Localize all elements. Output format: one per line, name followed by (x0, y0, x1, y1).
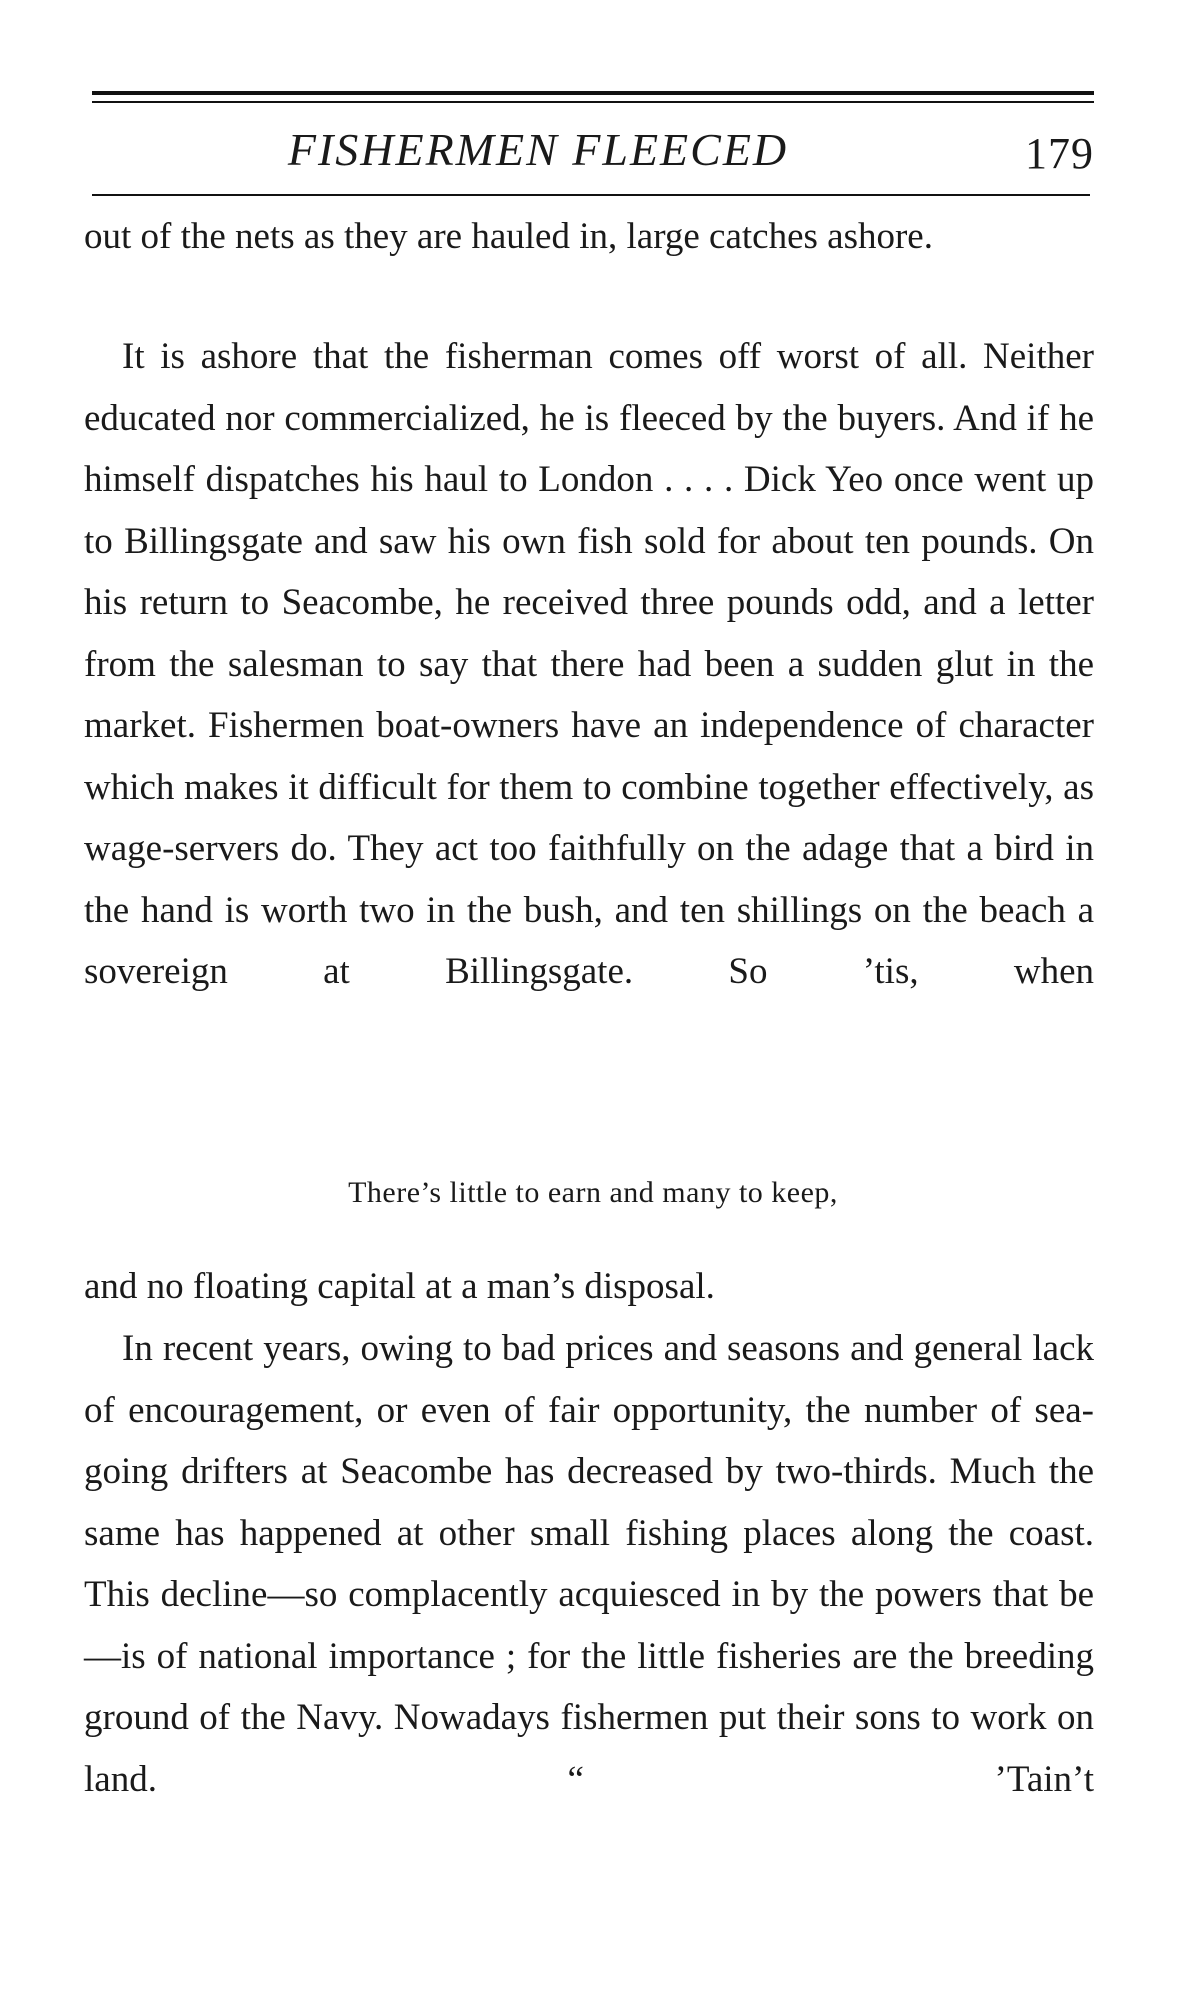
page-number: 179 (1025, 129, 1094, 178)
paragraph-ashore (84, 326, 1094, 1003)
paragraph-2-text: It is ashore that the fisherman comes off worst of all. Neither educated nor commercialized, he is fleeced by the buyers. And if he himself dispatches his haul to London . . . . Dick Yeo once went up to Billingsgate and saw his own fish sold for about ten pounds. On his return to Seacombe, he received three pounds odd, and a letter from the salesman to say that there had been a sudden glut in the market. Fishermen boat-owners have an independence of character which makes it difficult for them to combine together effectively, as wage-servers do. They act too faithfully on the adage that a bird in the hand is worth two in the bush, and ten shillings on the beach a sovereign at Billingsgate. So ’tis, when (84, 336, 1094, 992)
paragraph-continued (84, 206, 1094, 268)
verse-quotation: There’s little to earn and many to keep, (348, 1176, 838, 1209)
running-title: FISHERMEN FLEECED (287, 124, 789, 175)
header-rule-thin (92, 101, 1094, 103)
running-head (92, 120, 1094, 180)
header-rule-thick (92, 91, 1094, 95)
paragraph-capital (84, 1256, 1094, 1318)
paragraph-recent-years (84, 1318, 1094, 1810)
paragraph-3-text: and no floating capital at a man’s disposal. (84, 1266, 715, 1307)
paragraph-4-text: In recent years, owing to bad prices and seasons and general lack of encouragement, or even of fair opportunity, the number of sea-going drifters at Seacombe has decreased by two-thirds. Much the same has happened at other small fishing places along the coast. This decline—so complacently acquiesced in by the powers that be—is of national importance ; for the little fisheries are the breeding ground of the Navy. Nowadays fishermen put their sons to work on land. “ ’Tain’t (84, 1328, 1094, 1800)
paragraph-1-text: out of the nets as they are hauled in, large catches ashore. (84, 216, 933, 257)
header-rule-bottom (92, 194, 1090, 196)
